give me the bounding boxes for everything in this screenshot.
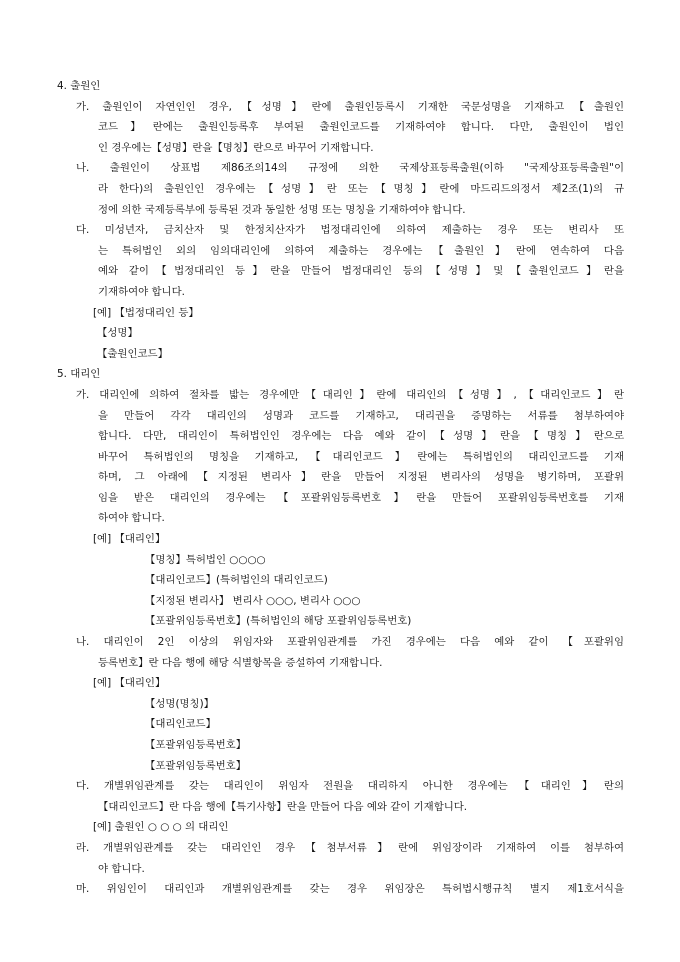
example-line: 【지정된 변리사】 변리사 ○○○, 변리사 ○○○: [145, 594, 361, 607]
example-line: 【포괄위임등록번호】(특허법인의 해당 포괄위임등록번호): [145, 615, 412, 628]
text-line: 인 경우에는【성명】란을【명칭】란으로 바꾸어 기재합니다.: [98, 141, 374, 154]
text-line: 가. 출원인이 자연인인 경우,【성명】란에 출원인등록시 기재한 국문성명을 기재하고【출원인: [76, 100, 624, 113]
example-head: [예] 【대리인】: [93, 533, 166, 546]
example-line: 【대리인코드】(특허법인의 대리인코드): [145, 574, 328, 587]
text-line: 등록번호】란 다음 행에 해당 식별항목을 증설하여 기재합니다.: [98, 656, 383, 669]
example-line: 【출원인코드】: [97, 347, 168, 360]
text-line: 하여야 합니다.: [98, 512, 165, 525]
section-4-item-da: [0, 220, 680, 302]
document-page: [0, 76, 680, 900]
section-5-example-ga: [0, 529, 680, 632]
text-line: 야 합니다.: [98, 862, 145, 875]
text-line: 는 특허법인 외의 임의대리인에 의하여 제출하는 경우에는【출원인】란에 연속하여 다음: [98, 244, 624, 257]
example-line: 【성명(명칭)】: [145, 697, 215, 710]
section-4-item-ga: [0, 97, 680, 159]
section-5-example-da: [예] 출원인 ○ ○ ○ 의 대리인: [93, 821, 229, 834]
section-5-item-ma: [0, 879, 680, 900]
text-line: 예와 같이【법정대리인 등】란을 만들어 법정대리인 등의【성명】및【출원인코드】란을: [98, 265, 624, 278]
section-5-item-da: [0, 776, 680, 817]
example-line: 【포괄위임등록번호】: [145, 739, 247, 751]
text-line: 나. 출원인이 상표법 제86조의14의 규정에 의한 국제상표등록출원(이하 "국제상표등록출원"이: [76, 162, 624, 175]
text-line: 정에 의한 국제등록부에 등록된 것과 동일한 성명 또는 명칭을 기재하여야 합니다.: [98, 203, 466, 216]
section-5-item-ga: [0, 385, 680, 529]
text-line: 마. 위임인이 대리인과 개별위임관계를 갖는 경우 위임장은 특허법시행규칙 별지 제1호서식을: [76, 883, 624, 896]
text-line: 기재하여야 합니다.: [98, 285, 185, 298]
section-5-item-na: [0, 632, 680, 673]
example-line: 【포괄위임등록번호】: [145, 759, 247, 772]
text-line: 다. 미성년자, 금치산자 및 한정치산자가 법정대리인에 의하여 제출하는 경우 또는 변리사 또: [76, 224, 624, 237]
text-line: 임을 받은 대리인의 경우에는【포괄위임등록번호】란을 만들어 포괄위임등록번호를 기재: [98, 491, 624, 504]
example-line: 【성명】: [97, 327, 138, 340]
section-5-item-ra: [0, 838, 680, 879]
text-line: 라 한다)의 출원인인 경우에는【성명】란 또는【명칭】란에 마드리드의정서 제2조(1)의 규: [98, 182, 624, 195]
example-head: [예] 【대리인】: [93, 677, 166, 690]
text-line: 【대리인코드】란 다음 행에【특기사항】란을 만들어 다음 예와 같이 기재합니다.: [98, 800, 468, 813]
section-5-example-na: [0, 673, 680, 776]
text-line: 합니다. 다만, 대리인이 특허법인인 경우에는 다음 예와 같이【성명】란을【명칭】란으로: [98, 430, 624, 443]
text-line: 코드】란에는 출원인등록후 부여된 출원인코드를 기재하여야 합니다. 다만, 출원인이 법인: [98, 121, 624, 134]
text-line: 바꾸어 특허법인의 명칭을 기재하고,【대리인코드】란에는 특허법인의 대리인코드를 기재: [98, 450, 624, 463]
text-line: 하며, 그 아래에【지정된 변리사】란을 만들어 지정된 변리사의 성명을 병기하며, 포괄위: [98, 471, 624, 484]
text-line: 라. 개별위임관계를 갖는 대리인인 경우【첨부서류】란에 위임장이라 기재하여 이를 첨부하여: [76, 841, 624, 854]
section-5-heading: 5. 대리인: [57, 368, 101, 381]
text-line: 가. 대리인에 의하여 절차를 밟는 경우에만【대리인】란에 대리인의【성명】,【대리인코드】란: [76, 388, 624, 401]
text-line: 나. 대리인이 2인 이상의 위임자와 포괄위임관계를 가진 경우에는 다음 예와 같이 【포괄위임: [76, 636, 624, 649]
example-line: [예] 【법정대리인 등】: [93, 306, 199, 319]
section-4-item-na: [0, 158, 680, 220]
example-line: 【명칭】특허법인 ○○○○: [145, 553, 266, 566]
section-4-heading: 4. 출원인: [57, 80, 101, 92]
text-line: 을 만들어 각각 대리인의 성명과 코드를 기재하고, 대리권을 증명하는 서류를 첨부하여야: [98, 409, 624, 422]
text-line: 다. 개별위임관계를 갖는 대리인이 위임자 전원을 대리하지 아니한 경우에는【대리인】란의: [76, 780, 624, 793]
section-4-example: [0, 303, 680, 365]
example-line: 【대리인코드】: [145, 718, 216, 731]
